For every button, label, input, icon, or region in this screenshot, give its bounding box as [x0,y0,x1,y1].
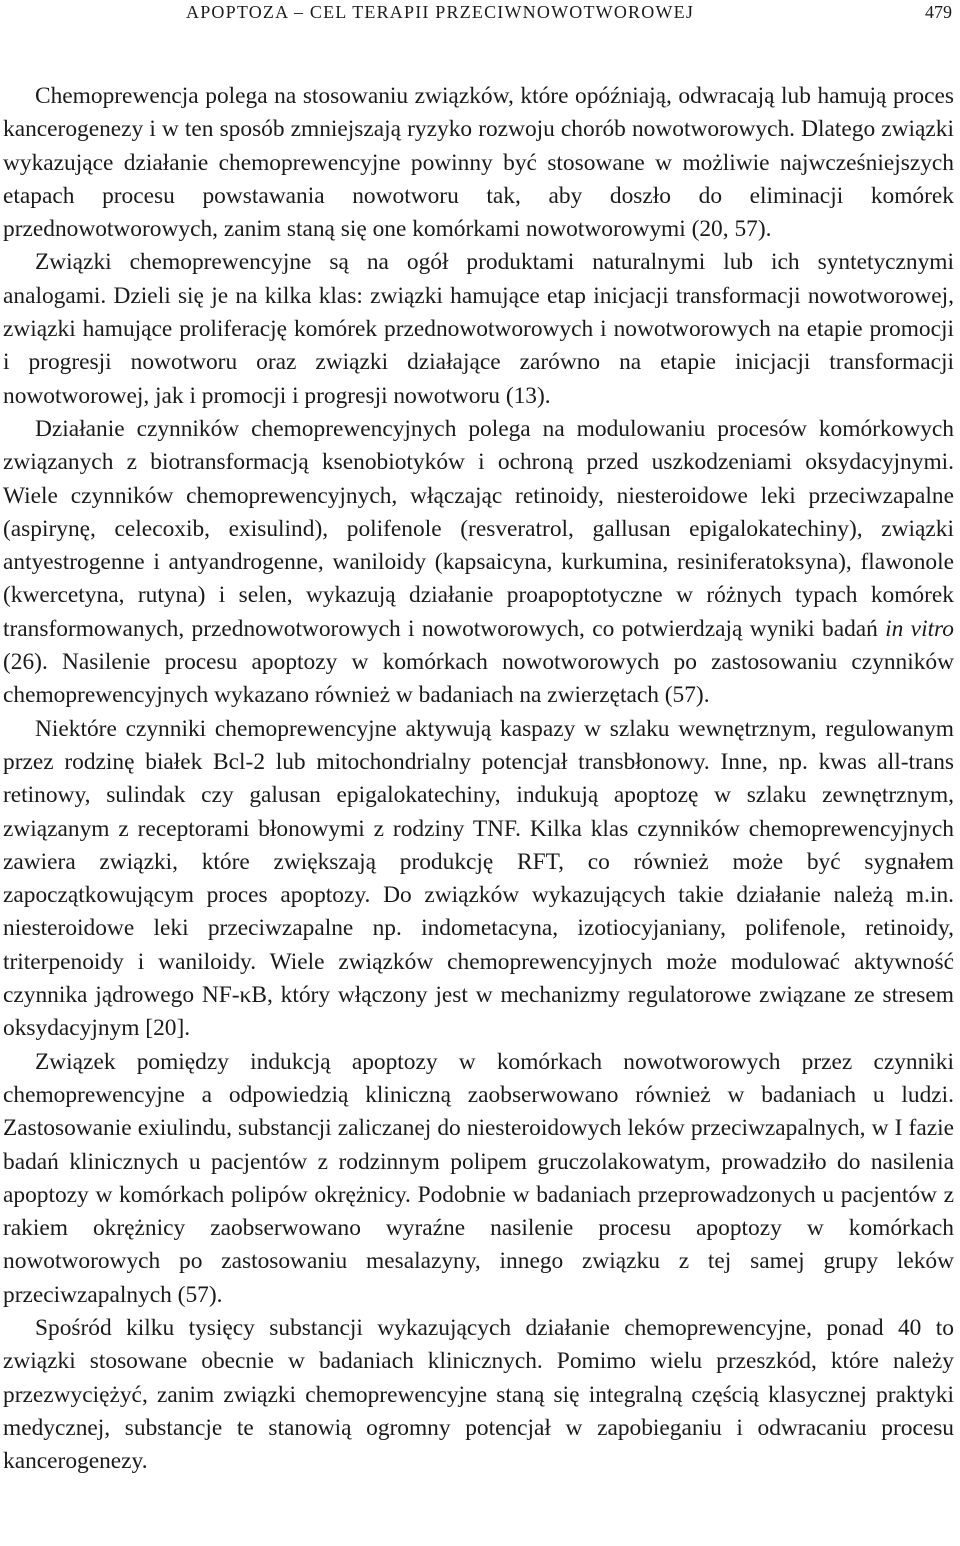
paragraph-mechanism-of-action [3,413,954,713]
paragraph-text: (26). Nasilenie procesu apoptozy w komórkach nowotworowych po zastosowaniu czynników chemoprewencyjnych wykazano również w badaniach na zwierzętach (57). [3,649,954,709]
running-title: APOPTOZA – CEL TERAPII PRZECIWNOWOTWOROWEJ [186,2,695,22]
paragraph-caspase-activation: Niektóre czynniki chemoprewencyjne aktywują kaspazy w szlaku wewnętrznym, regulowanym przez rodzinę białek Bcl-2 lub mitochondrialny potencjał transbłonowy. Inne, np. kwas all-trans retinowy, sulindak czy galusan epigalokatechiny, indukują apoptozę w szlaku zewnętrznym, związanym z receptorami błonowymi z rodziny TNF. Kilka klas czynników chemoprewencyjnych zawiera związki, które zwiększają produkcję RFT, co również może być sygnałem zapoczątkowującym proces apoptozy. Do związków wykazujących takie działanie należą m.in. niesteroidowe leki przeciwzapalne np. indometacyna, izotiocyjaniany, polifenole, retinoidy, triterpenoidy i waniloidy. Wiele związków chemoprewencyjnych może modulować aktywność czynnika jądrowego NF-κB, który włączony jest w mechanizmy regulatorowe związane ze stresem oksydacyjnym [20]. [3,715,954,1042]
paragraph-clinical-studies: Związek pomiędzy indukcją apoptozy w komórkach nowotworowych przez czynniki chemoprewencyjne a odpowiedzią kliniczną zaobserwowano również w badaniach u ludzi. Zastosowanie exiulindu, substancji zaliczanej do niesteroidowych leków przeciwzapalnych, w I fazie badań klinicznych u pacjentów z rodzinnym polipem gruczolakowatym, prowadziło do nasilenia apoptozy w komórkach polipów okrężnicy. Podobnie w badaniach przeprowadzonych u pacjentów z rakiem okrężnicy zaobserwowano wyraźne nasilenie procesu apoptozy w komórkach nowotworowych po zastosowaniu mesalazyny, innego związku z tej samej grupy leków przeciwzapalnych (57). [3,1048,954,1308]
running-header [0,0,960,28]
paragraph-conclusion: Spośród kilku tysięcy substancji wykazujących działanie chemoprewencyjne, ponad 40 to związki stosowane obecnie w badaniach klinicznych. Pomimo wielu przeszkód, które należy przezwyciężyć, zanim związki chemoprewencyjne staną się integralną częścią klasycznej praktyki medycznej, substancje te stanowią ogromny potencjał w zapobieganiu i odwracaniu procesu kancerogenezy. [3,1314,954,1475]
paragraph-chemoprevention-definition: Chemoprewencja polega na stosowaniu związków, które opóźniają, odwracają lub hamują proces kancerogenezy i w ten sposób zmniejszają ryzyko rozwoju chorób nowotworowych. Dlatego związki wykazujące działanie chemoprewencyjne powinny być stosowane w możliwie najwcześniejszych etapach procesu powstawania nowotworu tak, aby doszło do eliminacji komórek przednowotworowych, zanim staną się one komórkami nowotworowymi (20, 57). [3,83,954,243]
paragraph-text: Działanie czynników chemoprewencyjnych polega na modulowaniu procesów komórkowych związanych z biotransformacją ksenobiotyków i ochroną przed uszkodzeniami oksydacyjnymi. Wiele czynników chemoprewencyjnych, włączając retinoidy, niesteroidowe leki przeciwzapalne (aspirynę, celecoxib, exisulind), polifenole (resveratrol, gallusan epigalokatechiny), związki antyestrogenne i antyandrogenne, waniloidy (kapsaicyna, kurkumina, resiniferatoksyna), flawonole (kwercetyna, rutyna) i selen, wykazują działanie proapoptotyczne w różnych typach komórek transformowanych, przednowotworowych i nowotworowych, co potwierdzają wyniki badań [3,415,954,642]
italic-term: in vitro [885,615,954,642]
body-text [3,80,954,1478]
paragraph-chemopreventive-compounds: Związki chemoprewencyjne są na ogół produktami naturalnymi lub ich syntetycznymi analogami. Dzieli się je na kilka klas: związki hamujące etap inicjacji transformacji nowotworowej, związki hamujące proliferację komórek przednowotworowych i nowotworowych na etapie promocji i progresji nowotworu oraz związki działające zarówno na etapie inicjacji transformacji nowotworowej, jak i promocji i progresji nowotworu (13). [3,249,954,409]
page-number: 479 [925,2,952,22]
